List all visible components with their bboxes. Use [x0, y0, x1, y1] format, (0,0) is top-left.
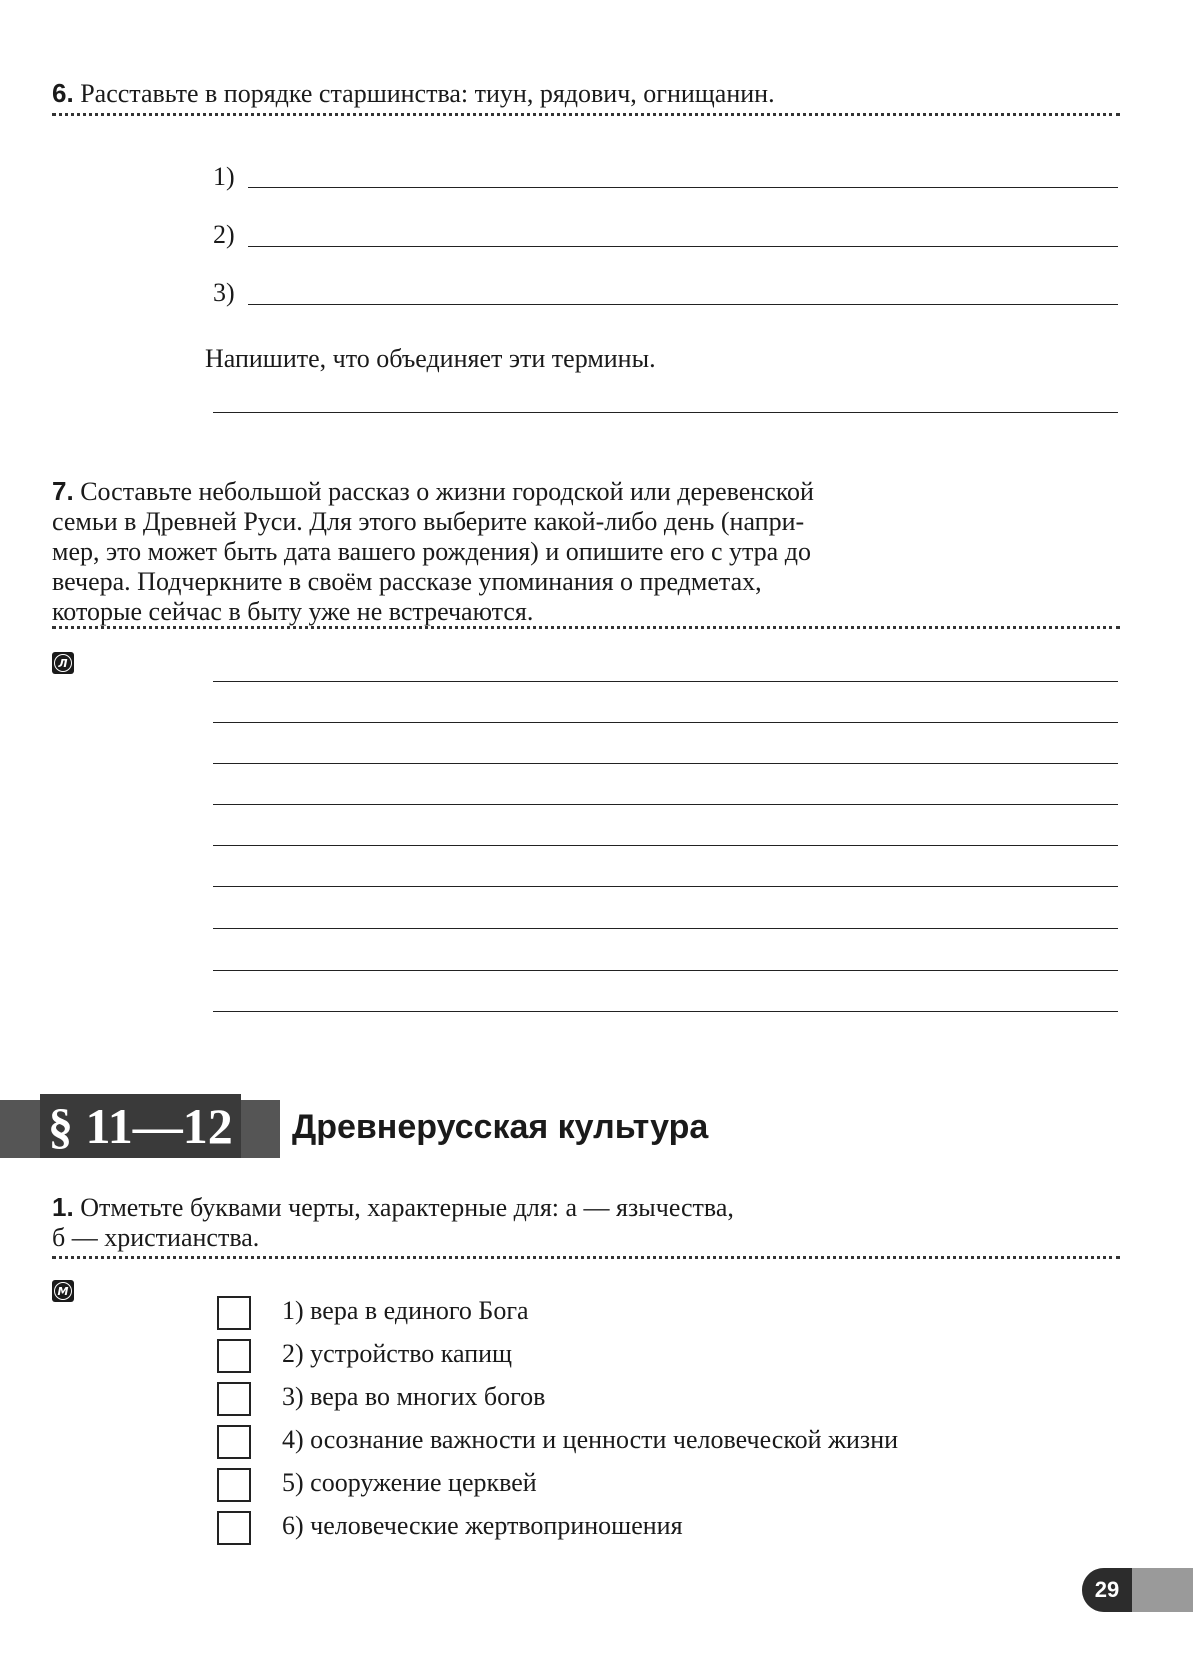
task6-followup: Напишите, что объединяет эти термины.: [205, 344, 656, 373]
memory-icon: М: [52, 1280, 74, 1302]
task7-number: 7.: [52, 476, 74, 506]
task7-answer-line[interactable]: [213, 804, 1118, 805]
task6-answer-line-3[interactable]: [248, 304, 1118, 305]
task6-answer-label-2: 2): [213, 220, 235, 249]
option-label-4: 4) осознание важности и ценности человеческой жизни: [282, 1425, 899, 1454]
task7-answer-line[interactable]: [213, 970, 1118, 971]
section-number: § 11—12: [40, 1094, 241, 1158]
option-checkbox-2[interactable]: [217, 1339, 251, 1373]
task1-divider: [52, 1256, 1120, 1259]
option-label-2: 2) устройство капищ: [282, 1339, 513, 1368]
task7-line-5: которые сейчас в быту уже не встречаются.: [52, 597, 534, 626]
task6-number: 6.: [52, 78, 74, 108]
task1-line-2: б — христианства.: [52, 1223, 260, 1252]
task7-answer-line[interactable]: [213, 722, 1118, 723]
task6-followup-line[interactable]: [213, 412, 1118, 413]
task7-line-3: мер, это может быть дата вашего рождения) и опишите его с утра до: [52, 537, 811, 566]
task1-prompt: [52, 1192, 960, 1253]
option-checkbox-3[interactable]: [217, 1382, 251, 1416]
task7-line-1: Составьте небольшой рассказ о жизни городской или деревенской: [80, 477, 814, 506]
task1-number: 1.: [52, 1192, 74, 1222]
task6-answer-label-1: 1): [213, 162, 235, 191]
option-label-1: 1) вера в единого Бога: [282, 1296, 529, 1325]
task6-answer-line-1[interactable]: [248, 187, 1118, 188]
option-checkbox-5[interactable]: [217, 1468, 251, 1502]
option-checkbox-6[interactable]: [217, 1511, 251, 1545]
task7-answer-line[interactable]: [213, 763, 1118, 764]
task7-answer-line[interactable]: [213, 886, 1118, 887]
option-label-5: 5) сооружение церквей: [282, 1468, 537, 1497]
task6-answer-line-2[interactable]: [248, 246, 1118, 247]
task7-divider: [52, 626, 1120, 629]
task6-answer-label-3: 3): [213, 278, 235, 307]
reading-icon: Л: [52, 652, 74, 674]
task6-text: Расставьте в порядке старшинства: тиун, рядович, огнищанин.: [80, 79, 775, 108]
task7-answer-line[interactable]: [213, 928, 1118, 929]
section-title: Древнерусская культура: [292, 1108, 709, 1146]
page-number: 29: [1082, 1568, 1132, 1612]
task6-prompt: [52, 78, 1122, 109]
task6-divider: [52, 113, 1120, 116]
task7-answer-line[interactable]: [213, 845, 1118, 846]
option-label-6: 6) человеческие жертвоприношения: [282, 1511, 683, 1540]
task1-line-1: Отметьте буквами черты, характерные для: а — язычества,: [80, 1193, 734, 1222]
task7-line-2: семьи в Древней Руси. Для этого выберите какой-либо день (напри-: [52, 507, 805, 536]
task7-prompt: [52, 476, 960, 627]
option-checkbox-1[interactable]: [217, 1296, 251, 1330]
option-checkbox-4[interactable]: [217, 1425, 251, 1459]
task7-answer-line[interactable]: [213, 1011, 1118, 1012]
task7-answer-line[interactable]: [213, 681, 1118, 682]
option-label-3: 3) вера во многих богов: [282, 1382, 546, 1411]
task7-line-4: вечера. Подчеркните в своём рассказе упоминания о предметах,: [52, 567, 762, 596]
